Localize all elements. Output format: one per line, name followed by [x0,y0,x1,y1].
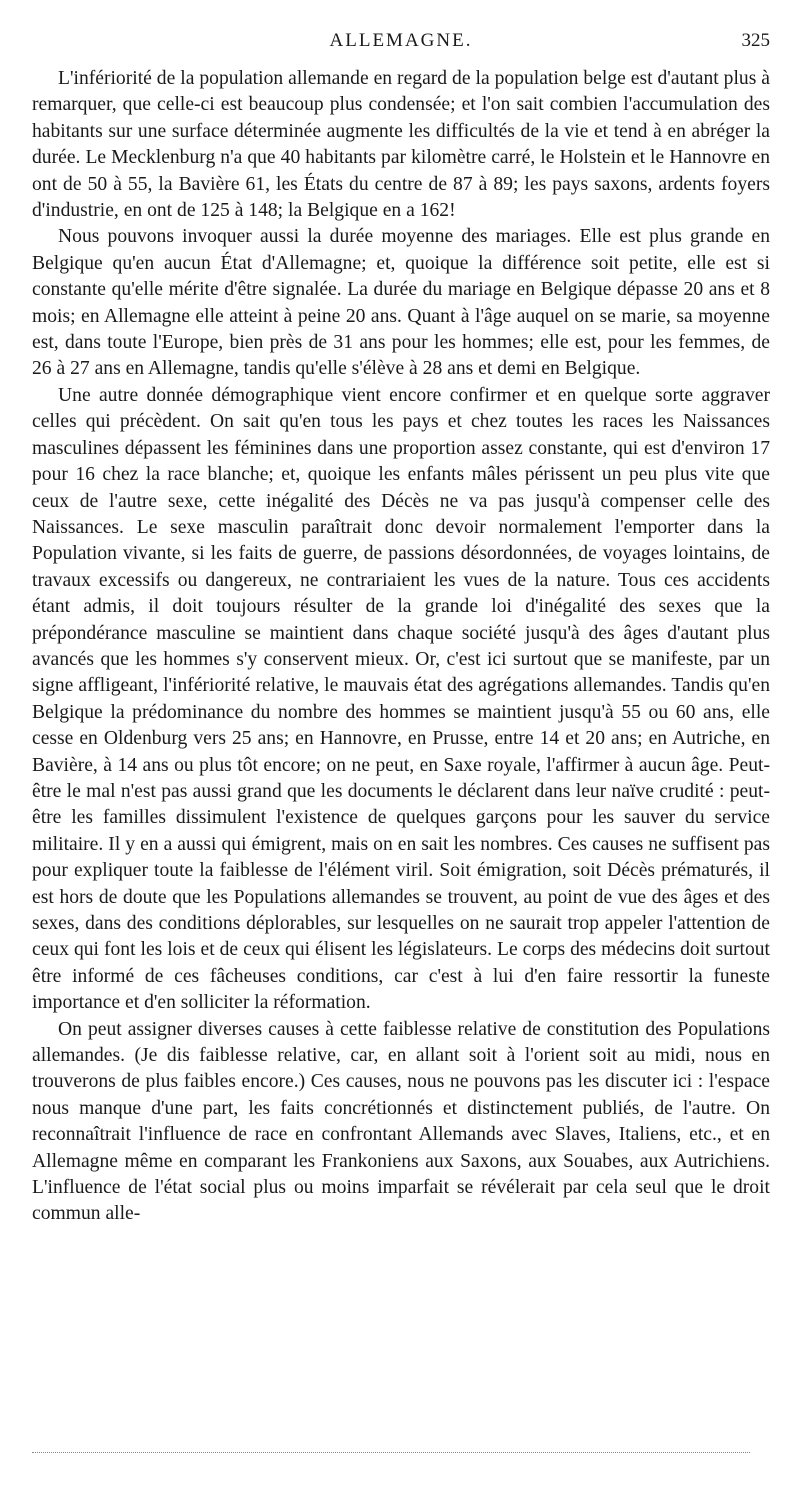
paragraph-sex-ratio: Une autre donnée démographique vient encore confirmer et en quelque sorte aggraver celles qui précèdent. On sait qu'en tous les pays et chez toutes les races les Naissances masculines dépassent les féminines dans une proportion assez constante, qui est d'environ 17 pour 16 chez la race blanche; et, quoique les enfants mâles périssent un peu plus vite que ceux de l'autre sexe, cette inégalité des Décès ne va pas jusqu'à compenser celle des Naissances. Le sexe masculin paraîtrait donc devoir normalement l'emporter dans la Population vivante, si les faits de guerre, de passions désordonnées, de voyages lointains, de travaux excessifs ou dangereux, ne contrariaient les vues de la nature. Tous ces accidents étant admis, il doit toujours résulter de la grande loi d'inégalité des sexes que la prépondérance masculine se maintient dans chaque société jusqu'à des âges d'autant plus avancés que les hommes s'y conservent mieux. Or, c'est ici surtout que se manifeste, par un signe affligeant, l'infériorité relative, le mauvais état des agrégations allemandes. Tandis qu'en Belgique la prédominance du nombre des hommes se maintient jusqu'à 55 ou 60 ans, elle cesse en Oldenburg vers 25 ans; en Hannovre, en Prusse, entre 14 et 20 ans; en Autriche, en Bavière, à 14 ans ou plus tôt encore; on ne peut, en Saxe royale, l'affirmer à aucun âge. Peut-être le mal n'est pas aussi grand que les documents le déclarent dans leur naïve crudité : peut-être les familles dissimulent l'existence de quelques garçons pour les sauver du service militaire. Il y en a aussi qui émigrent, mais on en sait les nombres. Ces causes ne suffisent pas pour expliquer toute la faiblesse de l'élément viril. Soit émigration, soit Décès prématurés, il est hors de doute que les Populations allemandes se trouvent, au point de vue des âges et des sexes, dans des conditions déplorables, sur lesquelles on ne saurait trop appeler l'attention de ceux qui font les lois et de ceux qui élisent les législateurs. Le corps des médecins doit surtout être informé de ces fâcheuses conditions, car c'est à lui d'en faire ressortir la funeste importance et d'en solliciter la réformation. [32,384,770,1014]
paragraph-marriage-duration: Nous pouvons invoquer aussi la durée moyenne des mariages. Elle est plus grande en Belgique qu'en aucun État d'Allemagne; et, quoique la différence soit petite, elle est si constante qu'elle mérite d'être signalée. La durée du mariage en Belgique dépasse 20 ans et 8 mois; en Allemagne elle atteint à peine 20 ans. Quant à l'âge auquel on se marie, sa moyenne est, dans toute l'Europe, bien près de 31 ans pour les hommes; elle est, pour les femmes, de 26 à 27 ans en Allemagne, tandis qu'elle s'élève à 28 ans et demi en Belgique. [32,226,770,380]
body-text [32,66,770,1228]
page-number: 325 [741,30,770,51]
book-page [32,26,770,1228]
footer-dotted-rule [32,1452,750,1453]
paragraph-population-density: L'infériorité de la population allemande en regard de la population belge est d'autant plus à remarquer, que celle-ci est beaucoup plus condensée; et l'on sait combien l'accumulation des habitants sur une surface déterminée augmente les difficultés de la vie et tend à en abréger la durée. Le Mecklenburg n'a que 40 habitants par kilomètre carré, le Holstein et le Hannovre en ont de 50 à 55, la Bavière 61, les États du centre de 87 à 89; les pays saxons, ardents foyers d'industrie, en ont de 125 à 148; la Belgique en a 162! [32,68,770,222]
chapter-title: ALLEMAGNE. [329,30,473,51]
paragraph-causes: On peut assigner diverses causes à cette faiblesse relative de constitution des Populations allemandes. (Je dis faiblesse relative, car, en allant soit à l'orient soit au midi, nous en trouverons de plus faibles encore.) Ces causes, nous ne pouvons pas les discuter ici : l'espace nous manque d'une part, les faits concrétionnés et distinctement publiés, de l'autre. On reconnaîtrait l'influence de race en confrontant Allemands avec Slaves, Italiens, etc., et en Allemagne même en comparant les Frankoniens aux Saxons, aux Souabes, aux Autrichiens. L'influence de l'état social plus ou moins imparfait se révélerait par cela seul que le droit commun alle- [32,1018,770,1225]
running-head [32,26,770,56]
